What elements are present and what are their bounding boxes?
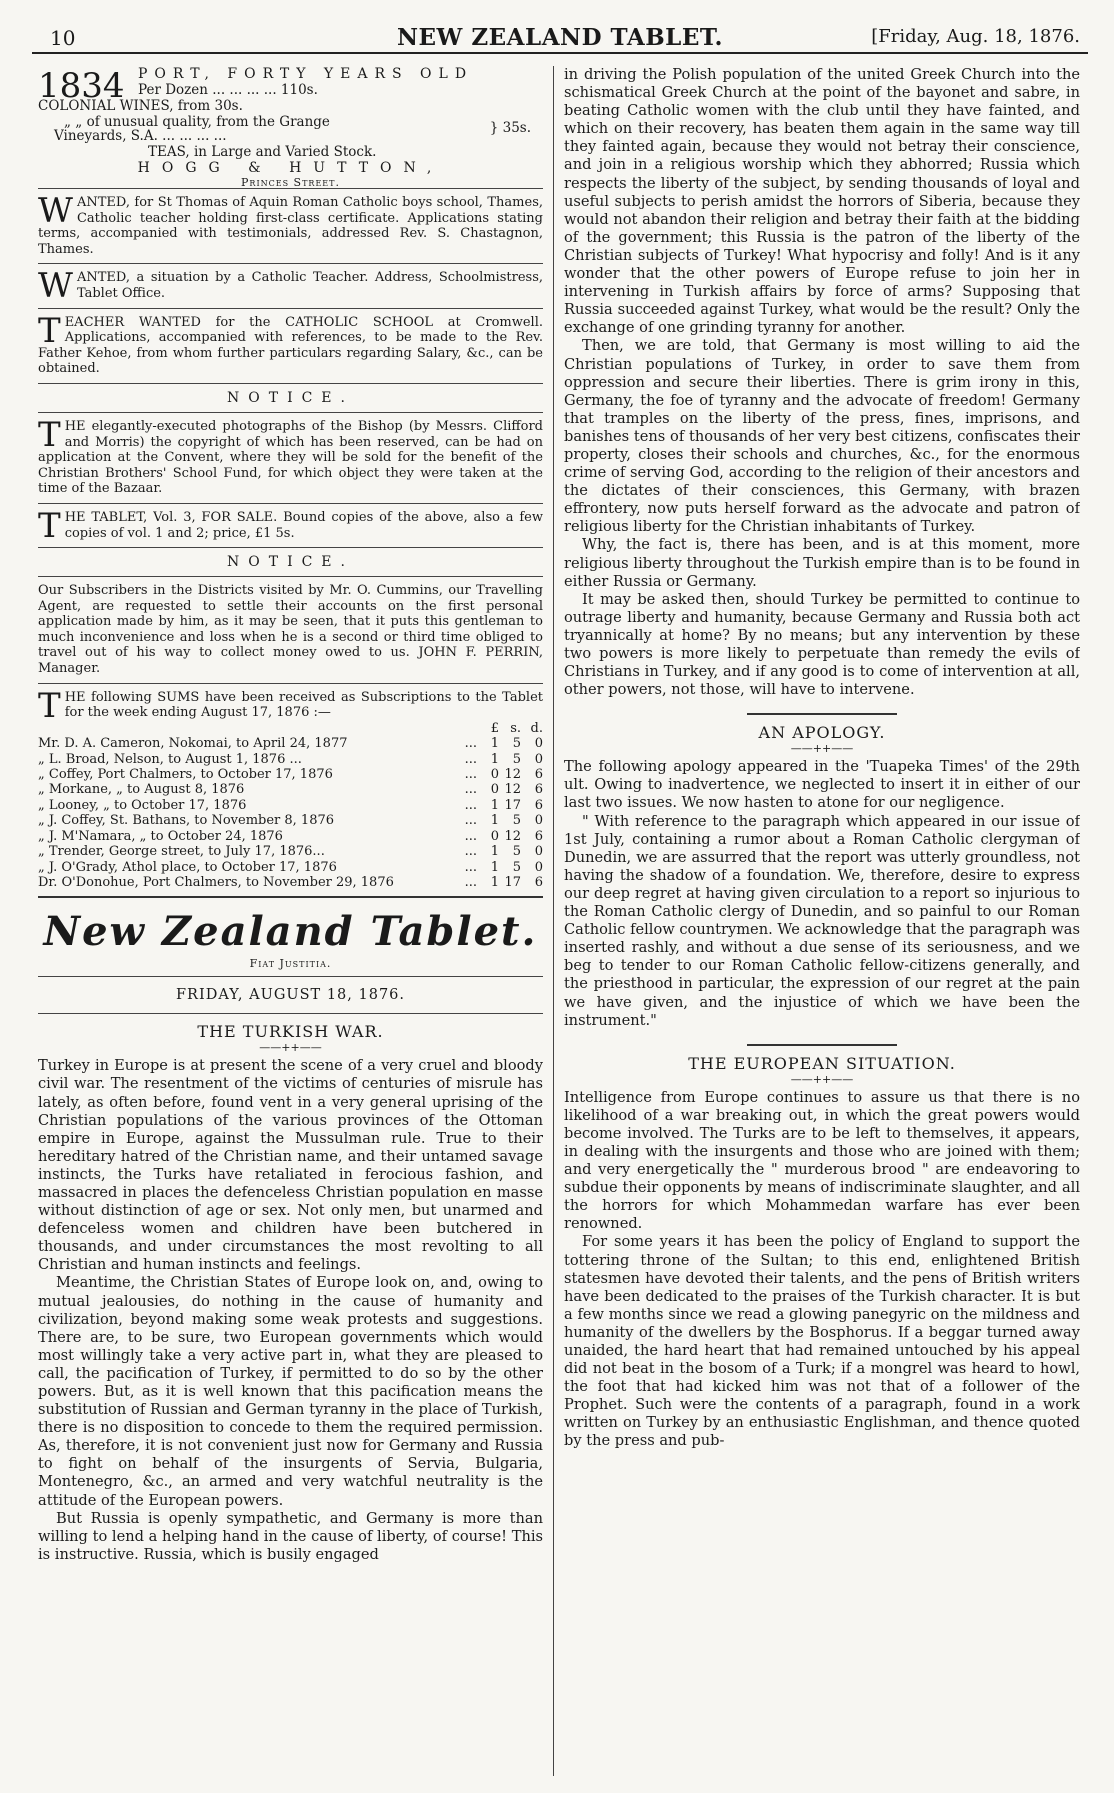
currency-header-row (38, 721, 543, 736)
shillings: 17 (504, 797, 521, 813)
divider (38, 383, 543, 384)
notice-signature: JOHN F. PERRIN, Manager. (38, 645, 543, 677)
dropcap: W (38, 191, 73, 231)
pounds: 1 (490, 797, 499, 813)
notice-heading: NOTICE. (227, 554, 354, 571)
subscriber-name: „ L. Broad, Nelson, to August 1, 1876 ... (38, 751, 302, 767)
divider (38, 976, 543, 977)
shillings: 12 (504, 767, 521, 783)
ornament: ——++—— (790, 1072, 854, 1086)
shillings: 5 (512, 859, 521, 875)
ad-text: EACHER WANTED for the CATHOLIC SCHOOL at Cromwell. Applications, accompanied with references, to be made to the Rev. Father Kehoe, from whom further particulars regarding Salary, &c., can be obtained. (38, 314, 543, 377)
pounds: 1 (490, 736, 499, 752)
masthead-title: New Zealand Tablet. (43, 908, 538, 956)
pence: 6 (534, 782, 543, 798)
article-paragraph: " With reference to the paragraph which appeared in our issue of 1st July, containing a rumor about a Roman Catholic clergyman of Dunedin, we are assurred that the report was utterly groundless, not having the shadow of a foundation. We, therefore, desire to express our deep regret at having given circulation to a report so injurious to the Roman Catholic clergy of Dunedin, and so painful to our Roman Catholic fellow countrymen. We acknowledge that the paragraph was inserted rashly, and without a due sense of its seriousness, and we beg to tender to our Roman Catholic fellow-citizens generally, and the priesthood in particular, the expression of our regret at the pain we have given, and the injustice of which we have been the instrument." (564, 812, 1080, 1029)
article-paragraph: in driving the Polish population of the united Greek Church into the schismatical Greek Church at the point of the bayonet and sabre, in beating Catholic women with the club until they have fainted, and which on their recovery, has beaten them again in the same way till they fainted again, because they would not betray their conscience, and join in a religious worship which they abhorred; Russia which respects the liberty of the subject, by sending thousands of loyal and useful subjects to perish amidst the horrors of Siberia, because they would not abandon their religion and betray their faith at the bidding of the government; this Russia is the patron of the liberty of the Christian subjects of Turkey! What hypocrisy and folly! And is it any wonder that the other powers of Europe refuse to join her in intervening in Turkish affairs by force of arms? Supposing that Russia succeeded against Turkey, what would be the result? Only the exchange of one grinding tyranny for another. (564, 66, 1080, 337)
pence: 6 (534, 767, 543, 783)
shillings: 17 (504, 874, 521, 890)
dropcap: T (38, 414, 61, 455)
ad-text: ANTED, a situation by a Catholic Teacher. Address, Schoolmistress, Tablet Office. (76, 270, 543, 301)
article-paragraph: The following apology appeared in the 'Tuapeka Times' of the 29th ult. Owing to inadvertence, we neglected to insert it in either of our last two issues. We now hasten to atone for our negligence. (564, 758, 1080, 812)
notice-subscribers (38, 583, 543, 677)
dots: ... (464, 813, 477, 829)
ad-teas-line: TEAS, in Large and Varied Stock. (148, 144, 377, 160)
divider (38, 896, 543, 898)
ornament: ——++—— (259, 1041, 322, 1055)
shillings: 5 (512, 813, 521, 829)
newspaper-title: NEW ZEALAND TABLET. (396, 24, 724, 51)
pounds: 1 (490, 751, 499, 767)
shillings: 12 (504, 782, 521, 798)
advertisement-hogg-hutton (38, 66, 543, 189)
dots: ... (464, 844, 477, 860)
divider (38, 683, 543, 684)
pence: 0 (534, 859, 543, 875)
pounds: 1 (490, 844, 499, 860)
subscriber-name: „ Morkane, „ to August 8, 1876 (38, 782, 245, 798)
subscriber-name: Dr. O'Donohue, Port Chalmers, to November 29, 1876 (38, 874, 394, 890)
dropcap: T (38, 310, 61, 351)
shillings: 5 (512, 736, 521, 752)
pence: 6 (534, 797, 543, 813)
dropcap: T (38, 505, 61, 546)
dots: ... (464, 782, 477, 798)
advertisement-tablet-sale (38, 505, 543, 546)
ad-firm-name: HOGG & HUTTON, (137, 160, 444, 176)
table-row (38, 875, 543, 890)
notice-photographs (38, 414, 543, 497)
dots: ... (464, 797, 477, 813)
ad-street: Princes Street. (241, 176, 340, 189)
ad-text: ANTED, for St Thomas of Aquin Roman Catholic boys school, Thames, Catholic teacher holding first-class certificate. Applications stating terms, accompanied with testimonials, addressed Rev. S. Chastagnon, Thames. (38, 195, 543, 257)
dropcap: T (38, 685, 61, 726)
pounds: 1 (490, 859, 499, 875)
page-header (32, 22, 1088, 54)
dots: ... (464, 767, 477, 783)
newspaper-page (32, 22, 1088, 1782)
page-number: 10 (50, 26, 76, 50)
article-paragraph: Meantime, the Christian States of Europe look on, and, owing to mutual jealousies, do nothing in the cause of humanity and civilization, beyond making some weak protests and suggestions. There are, to be sure, two European governments which would most willingly take a very active part in, what they are pleased to call, the pacification of Turkey, if permitted to do so by the other powers. But, as it is well known that this pacification means the substitution of Russian and German tyranny in the place of Turkish, there is no disposition to concede to them the required permission. As, therefore, it is not convenient just now for Germany and Russia to fight on behalf of the insurgents of Servia, Bulgaria, Montenegro, &c., an armed and very watchful neutrality is the attitude of the European powers. (38, 1274, 543, 1509)
article-paragraph: Then, we are told, that Germany is most willing to aid the Christian populations of Turkey, in order to save them from oppression and secure their liberties. There is grim irony in this, Germany, the foe of tyranny and the advocate of freedom! Germany that tramples on the liberty of the press, fines, imprisons, and banishes tens of thousands of her very best citizens, confiscates their property, closes their schools and churches, &c., for the enormous crime of serving God, according to the religion of their ancestors and the dictates of their consciences, this Germany, with brazen effrontery, now puts herself forward as the advocate and patron of religious liberty for the Christian inhabitants of Turkey. (564, 337, 1080, 536)
article-title: AN APOLOGY. (758, 723, 886, 743)
subscriber-name: „ J. O'Grady, Athol place, to October 17, 1876 (38, 859, 337, 875)
table-row (38, 782, 543, 797)
shillings: 12 (504, 828, 521, 844)
divider (38, 547, 543, 548)
pounds: 0 (490, 782, 499, 798)
subscriber-name: „ Looney, „ to October 17, 1876 (38, 797, 247, 813)
article-paragraph: Why, the fact is, there has been, and is at this moment, more religious liberty throughout the Turkish empire than is to be found in either Russia or Germany. (564, 536, 1080, 590)
ad-text: HE TABLET, Vol. 3, FOR SALE. Bound copies of the above, also a few copies of vol. 1 and 2; price, £1 5s. (64, 509, 543, 541)
shillings-header: s. (510, 720, 521, 736)
pounds: 0 (490, 767, 499, 783)
article-paragraph: Intelligence from Europe continues to assure us that there is no likelihood of a war breaking out, in which the great powers would become involved. The Turks are to be left to themselves, it appears, in dealing with the insurgents and those who are joined with them; and very energetically the " murderous brood " are endeavoring to subdue their opponents by means of indiscriminate slaughter, and all the horrors for which Mohammedan warfare has ever been renowned. (564, 1088, 1080, 1233)
table-row (38, 767, 543, 782)
dots: ... (464, 736, 477, 752)
article-paragraph: But Russia is openly sympathetic, and Germany is more than willing to lend a helping hand in the cause of liberty, of course! This is instructive. Russia, which is busily engaged (38, 1509, 543, 1563)
article-paragraph: For some years it has been the policy of England to support the tottering throne of the Sultan; to this end, enlightened British statesmen have devoted their talents, and the pens of British writers have been dedicated to the praises of the Turkish character. It is but a few months since we read a glowing panegyric on the mildness and humanity of the dwellers by the Bosphorus. If a beggar turned away unaided, the hard heart that had remained untouched by his appeal did not beat in the bosom of a Turk; if a mongrel was heard to howl, the foot that had kicked him was not that of a follower of the Prophet. Such were the contents of a paragraph, found in a work written on Turkey by an enthusiastic Englishman, and thence quoted by the press and pub- (564, 1233, 1080, 1450)
subscriptions-intro (38, 685, 543, 726)
pounds: 1 (490, 874, 499, 890)
divider (38, 576, 543, 577)
pounds: 0 (490, 828, 499, 844)
ad-quality-line: „ „ of unusual quality, from the Grange (64, 114, 330, 130)
table-row (38, 860, 543, 875)
advertisement-teacher-boys (38, 191, 543, 257)
dots: ... (464, 874, 477, 890)
dots: ... (464, 751, 477, 767)
article-title: THE TURKISH WAR. (197, 1022, 384, 1042)
article-title: THE EUROPEAN SITUATION. (688, 1053, 956, 1073)
divider (38, 263, 543, 264)
article-paragraph: Turkey in Europe is at present the scene of a very cruel and bloody civil war. The resentment of the victims of centuries of misrule has lately, as often before, found vent in a very general uprising of the Christian populations of the various provinces of the Ottoman empire in Europe, against the Mussulman rule. True to their hereditary hatred of the Christian name, and their untamed savage instincts, the Turks have retaliated in ferocious fashion, and massacred in places the defenceless Christian population en masse without distinction of age or sex. Not only men, but unarmed and defenceless women and children have been butchered in thousands, and under circumstances the most revolting to all Christian and human instincts and feelings. (38, 1057, 543, 1274)
subscriber-name: Mr. D. A. Cameron, Nokomai, to April 24, 1877 (38, 736, 348, 752)
notice-text: Our Subscribers in the Districts visited by Mr. O. Cummins, our Travelling Agent, are requested to settle their accounts on the first personal application made by him, as it may be seen, that it puts this gentleman to much inconvenience and loss when he is a second or third time obliged to travel out of his way to collect money owed to us. (38, 583, 543, 661)
subscriptions-intro-text: HE following SUMS have been received as Subscriptions to the Tablet for the week ending August 17, 1876 :— (64, 689, 543, 721)
article-paragraph: It may be asked then, should Turkey be permitted to continue to outrage liberty and humanity, because Germany and Russia both act tryannically at home? By no means; but any intervention by these two powers is more likely to perpetuate than remedy the evils of Christians in Turkey, and if any good is to come of intervention at all, other powers, not those, will have to intervene. (564, 590, 1080, 699)
dots: ... (464, 859, 477, 875)
subscriber-name: „ Trender, George street, to July 17, 1876... (38, 844, 325, 860)
table-row (38, 813, 543, 828)
editorial-dateline: FRIDAY, AUGUST 18, 1876. (175, 987, 406, 1004)
masthead-motto: Fiat Justitia. (249, 957, 332, 971)
ad-price: } 35s. (489, 120, 531, 136)
advertisement-teacher-wanted (38, 310, 543, 377)
pence: 6 (534, 874, 543, 890)
left-column (38, 66, 543, 1564)
divider (38, 308, 543, 309)
divider (38, 412, 543, 413)
dropcap: W (38, 266, 73, 307)
table-row (38, 798, 543, 813)
ad-dozen-line: Per Dozen ... ... ... ... 110s. (138, 82, 318, 98)
divider (38, 503, 543, 504)
issue-date: [Friday, Aug. 18, 1876. (871, 26, 1080, 47)
advertisement-situation (38, 266, 543, 307)
pence: 0 (534, 736, 543, 752)
subscriptions-table (38, 721, 543, 890)
pence: 6 (534, 828, 543, 844)
dots: ... (464, 828, 477, 844)
right-column (564, 66, 1080, 1451)
ad-port-line: PORT, FORTY YEARS OLD (138, 66, 474, 82)
subscriber-name: „ Coffey, Port Chalmers, to October 17, 1876 (38, 767, 333, 783)
pence: 0 (534, 751, 543, 767)
ad-year: 1834 (38, 66, 125, 106)
divider (747, 713, 897, 715)
table-row (38, 844, 543, 859)
pounds: 1 (490, 813, 499, 829)
shillings: 5 (512, 751, 521, 767)
pounds-header: £ (490, 720, 499, 736)
table-row (38, 736, 543, 751)
pence: 0 (534, 813, 543, 829)
notice-text: HE elegantly-executed photographs of the Bishop (by Messrs. Clifford and Morris) the copyright of which has been reserved, can be had on application at the Convent, where they will be sold for the benefit of the Christian Brothers' School Fund, for which object they were taken at the time of the Bazaar. (38, 418, 543, 497)
subscriber-name: „ J. Coffey, St. Bathans, to November 8, 1876 (38, 813, 335, 829)
subscriber-name: „ J. M'Namara, „ to October 24, 1876 (38, 828, 283, 844)
notice-heading: NOTICE. (227, 389, 354, 406)
table-row (38, 829, 543, 844)
ornament: ——++—— (790, 742, 854, 756)
shillings: 5 (512, 844, 521, 860)
pence-header: d. (530, 720, 543, 736)
ad-wines-line: COLONIAL WINES, from 30s. (38, 98, 243, 114)
column-divider (553, 66, 554, 1776)
table-row (38, 752, 543, 767)
divider (747, 1044, 897, 1046)
ad-vineyards-line: Vineyards, S.A. ... ... ... ... (54, 128, 227, 144)
divider (38, 1013, 543, 1014)
pence: 0 (534, 844, 543, 860)
